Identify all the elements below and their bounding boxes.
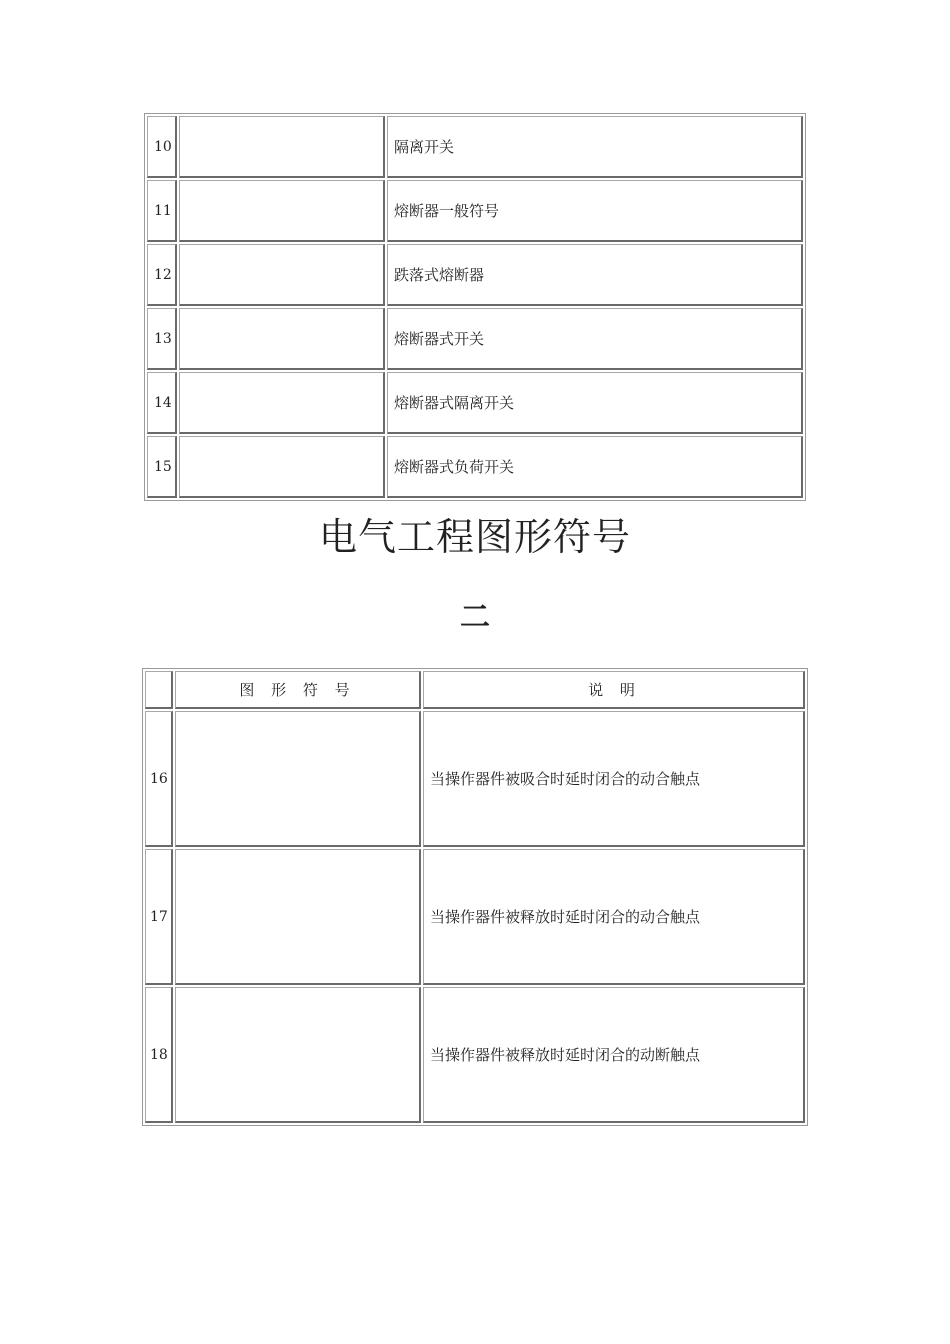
table-row xyxy=(145,711,805,847)
document-title: 电气工程图形符号 xyxy=(318,515,631,559)
row-number: 13 xyxy=(147,308,177,370)
table-row xyxy=(147,244,803,306)
header-symbol: 图 形 符 号 xyxy=(175,671,421,709)
table-row xyxy=(145,849,805,985)
symbol-cell xyxy=(179,436,385,498)
symbol-cell xyxy=(175,849,421,985)
symbol-table-bottom xyxy=(142,668,808,1126)
row-description: 当操作器件被释放时延时闭合的动断触点 xyxy=(423,987,805,1123)
row-description: 熔断器一般符号 xyxy=(387,180,803,242)
table-header-row xyxy=(145,671,805,709)
header-description: 说 明 xyxy=(423,671,805,709)
row-description: 隔离开关 xyxy=(387,116,803,178)
row-number: 18 xyxy=(145,987,173,1123)
document-subtitle: 二 xyxy=(460,600,490,635)
table-row xyxy=(145,987,805,1123)
row-description: 当操作器件被释放时延时闭合的动合触点 xyxy=(423,849,805,985)
symbol-cell xyxy=(175,987,421,1123)
symbol-cell xyxy=(175,711,421,847)
symbol-cell xyxy=(179,308,385,370)
row-number: 10 xyxy=(147,116,177,178)
table-row xyxy=(147,308,803,370)
row-number: 15 xyxy=(147,436,177,498)
row-description: 熔断器式开关 xyxy=(387,308,803,370)
symbol-cell xyxy=(179,180,385,242)
row-number: 12 xyxy=(147,244,177,306)
row-description: 当操作器件被吸合时延时闭合的动合触点 xyxy=(423,711,805,847)
row-number: 11 xyxy=(147,180,177,242)
row-number: 16 xyxy=(145,711,173,847)
row-description: 熔断器式负荷开关 xyxy=(387,436,803,498)
symbol-cell xyxy=(179,116,385,178)
row-number: 17 xyxy=(145,849,173,985)
row-number: 14 xyxy=(147,372,177,434)
table-row xyxy=(147,372,803,434)
header-blank-cell xyxy=(145,671,173,709)
symbol-cell xyxy=(179,244,385,306)
symbol-cell xyxy=(179,372,385,434)
table-row xyxy=(147,116,803,178)
row-description: 跌落式熔断器 xyxy=(387,244,803,306)
symbol-table-top xyxy=(144,113,806,501)
row-description: 熔断器式隔离开关 xyxy=(387,372,803,434)
table-row xyxy=(147,436,803,498)
table-row xyxy=(147,180,803,242)
